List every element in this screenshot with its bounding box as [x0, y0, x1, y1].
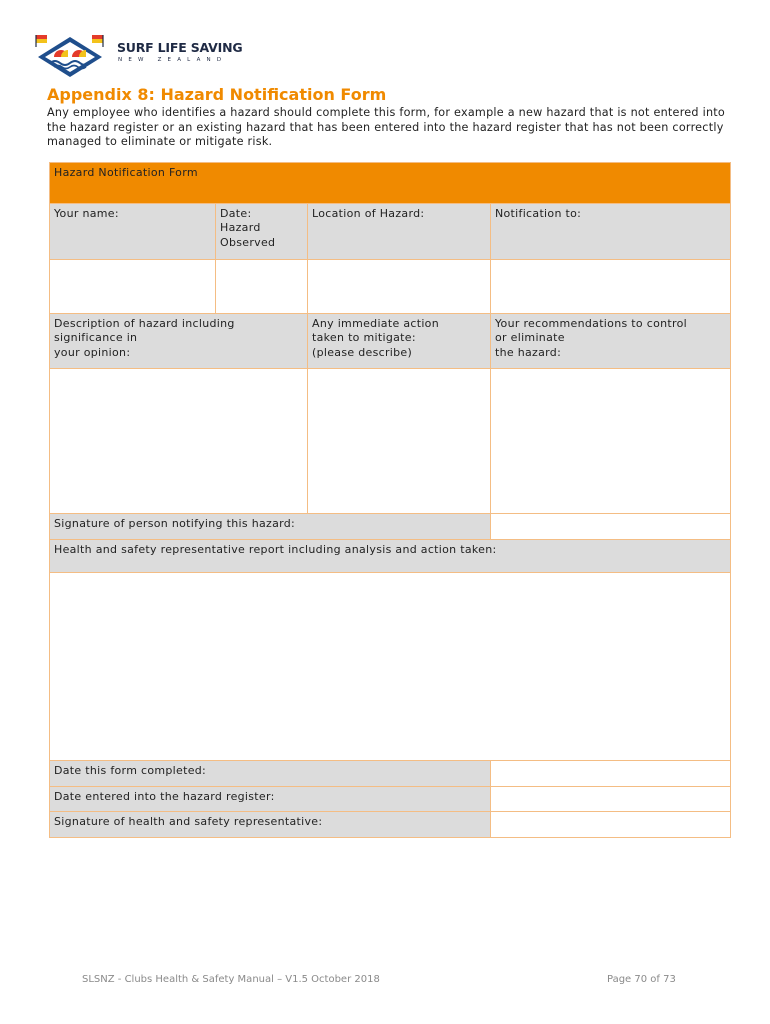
footer-document-title: SLSNZ - Clubs Health & Safety Manual – V1.5 October 2018 [82, 974, 380, 985]
recommend-label-line: or eliminate [495, 331, 565, 345]
notification-to-label: Notification to: [491, 204, 731, 260]
form-title: Hazard Notification Form [50, 163, 731, 204]
date-observed-label [216, 204, 308, 260]
description-field[interactable] [50, 369, 308, 514]
notifier-signature-field[interactable] [491, 514, 731, 540]
date-label-line: Observed [220, 235, 276, 249]
hs-report-label: Health and safety representative report including analysis and action taken: [50, 540, 731, 573]
date-label-line: Date: [220, 207, 252, 220]
hs-signature-label: Signature of health and safety representative: [50, 812, 491, 838]
date-completed-label: Date this form completed: [50, 761, 491, 787]
recommend-label-line: Your recommendations to control [495, 317, 687, 330]
logo-title: SURF LIFE SAVING [117, 40, 243, 55]
recommendations-field[interactable] [491, 369, 731, 514]
immediate-action-field[interactable] [308, 369, 491, 514]
notification-to-field[interactable] [491, 260, 731, 314]
your-name-label: Your name: [50, 204, 216, 260]
description-label-line: your opinion: [54, 345, 131, 359]
hazard-notification-form [49, 162, 731, 838]
description-label-line: significance in [54, 331, 138, 345]
date-label-line: Hazard [220, 221, 261, 235]
recommend-label-line: the hazard: [495, 345, 562, 359]
date-observed-field[interactable] [216, 260, 308, 314]
date-entered-field[interactable] [491, 787, 731, 812]
lifesaving-badge-icon [34, 33, 114, 77]
recommendations-label [491, 314, 731, 369]
action-label-line: taken to mitigate: [312, 331, 416, 345]
footer-page-number: Page 70 of 73 [607, 974, 676, 985]
your-name-field[interactable] [50, 260, 216, 314]
action-label-line: Any immediate action [312, 317, 439, 330]
hs-signature-field[interactable] [491, 812, 731, 838]
description-label [50, 314, 308, 369]
slsnz-logo [34, 33, 243, 77]
page-heading: Appendix 8: Hazard Notification Form [47, 85, 387, 104]
description-label-line: Description of hazard including [54, 317, 235, 330]
notifier-signature-label: Signature of person notifying this hazard: [50, 514, 491, 540]
date-entered-label: Date entered into the hazard register: [50, 787, 491, 812]
date-completed-field[interactable] [491, 761, 731, 787]
action-label-line: (please describe) [312, 345, 413, 359]
logo-subtitle: NEW ZEALAND [118, 57, 228, 63]
immediate-action-label [308, 314, 491, 369]
location-field[interactable] [308, 260, 491, 314]
location-label: Location of Hazard: [308, 204, 491, 260]
hs-report-field[interactable] [50, 573, 731, 761]
intro-paragraph: Any employee who identifies a hazard should complete this form, for example a new hazard that is not entered into the hazard register or an existing hazard that has been entered into the hazard register that has not been correctly managed to eliminate or mitigate risk. [47, 106, 726, 149]
